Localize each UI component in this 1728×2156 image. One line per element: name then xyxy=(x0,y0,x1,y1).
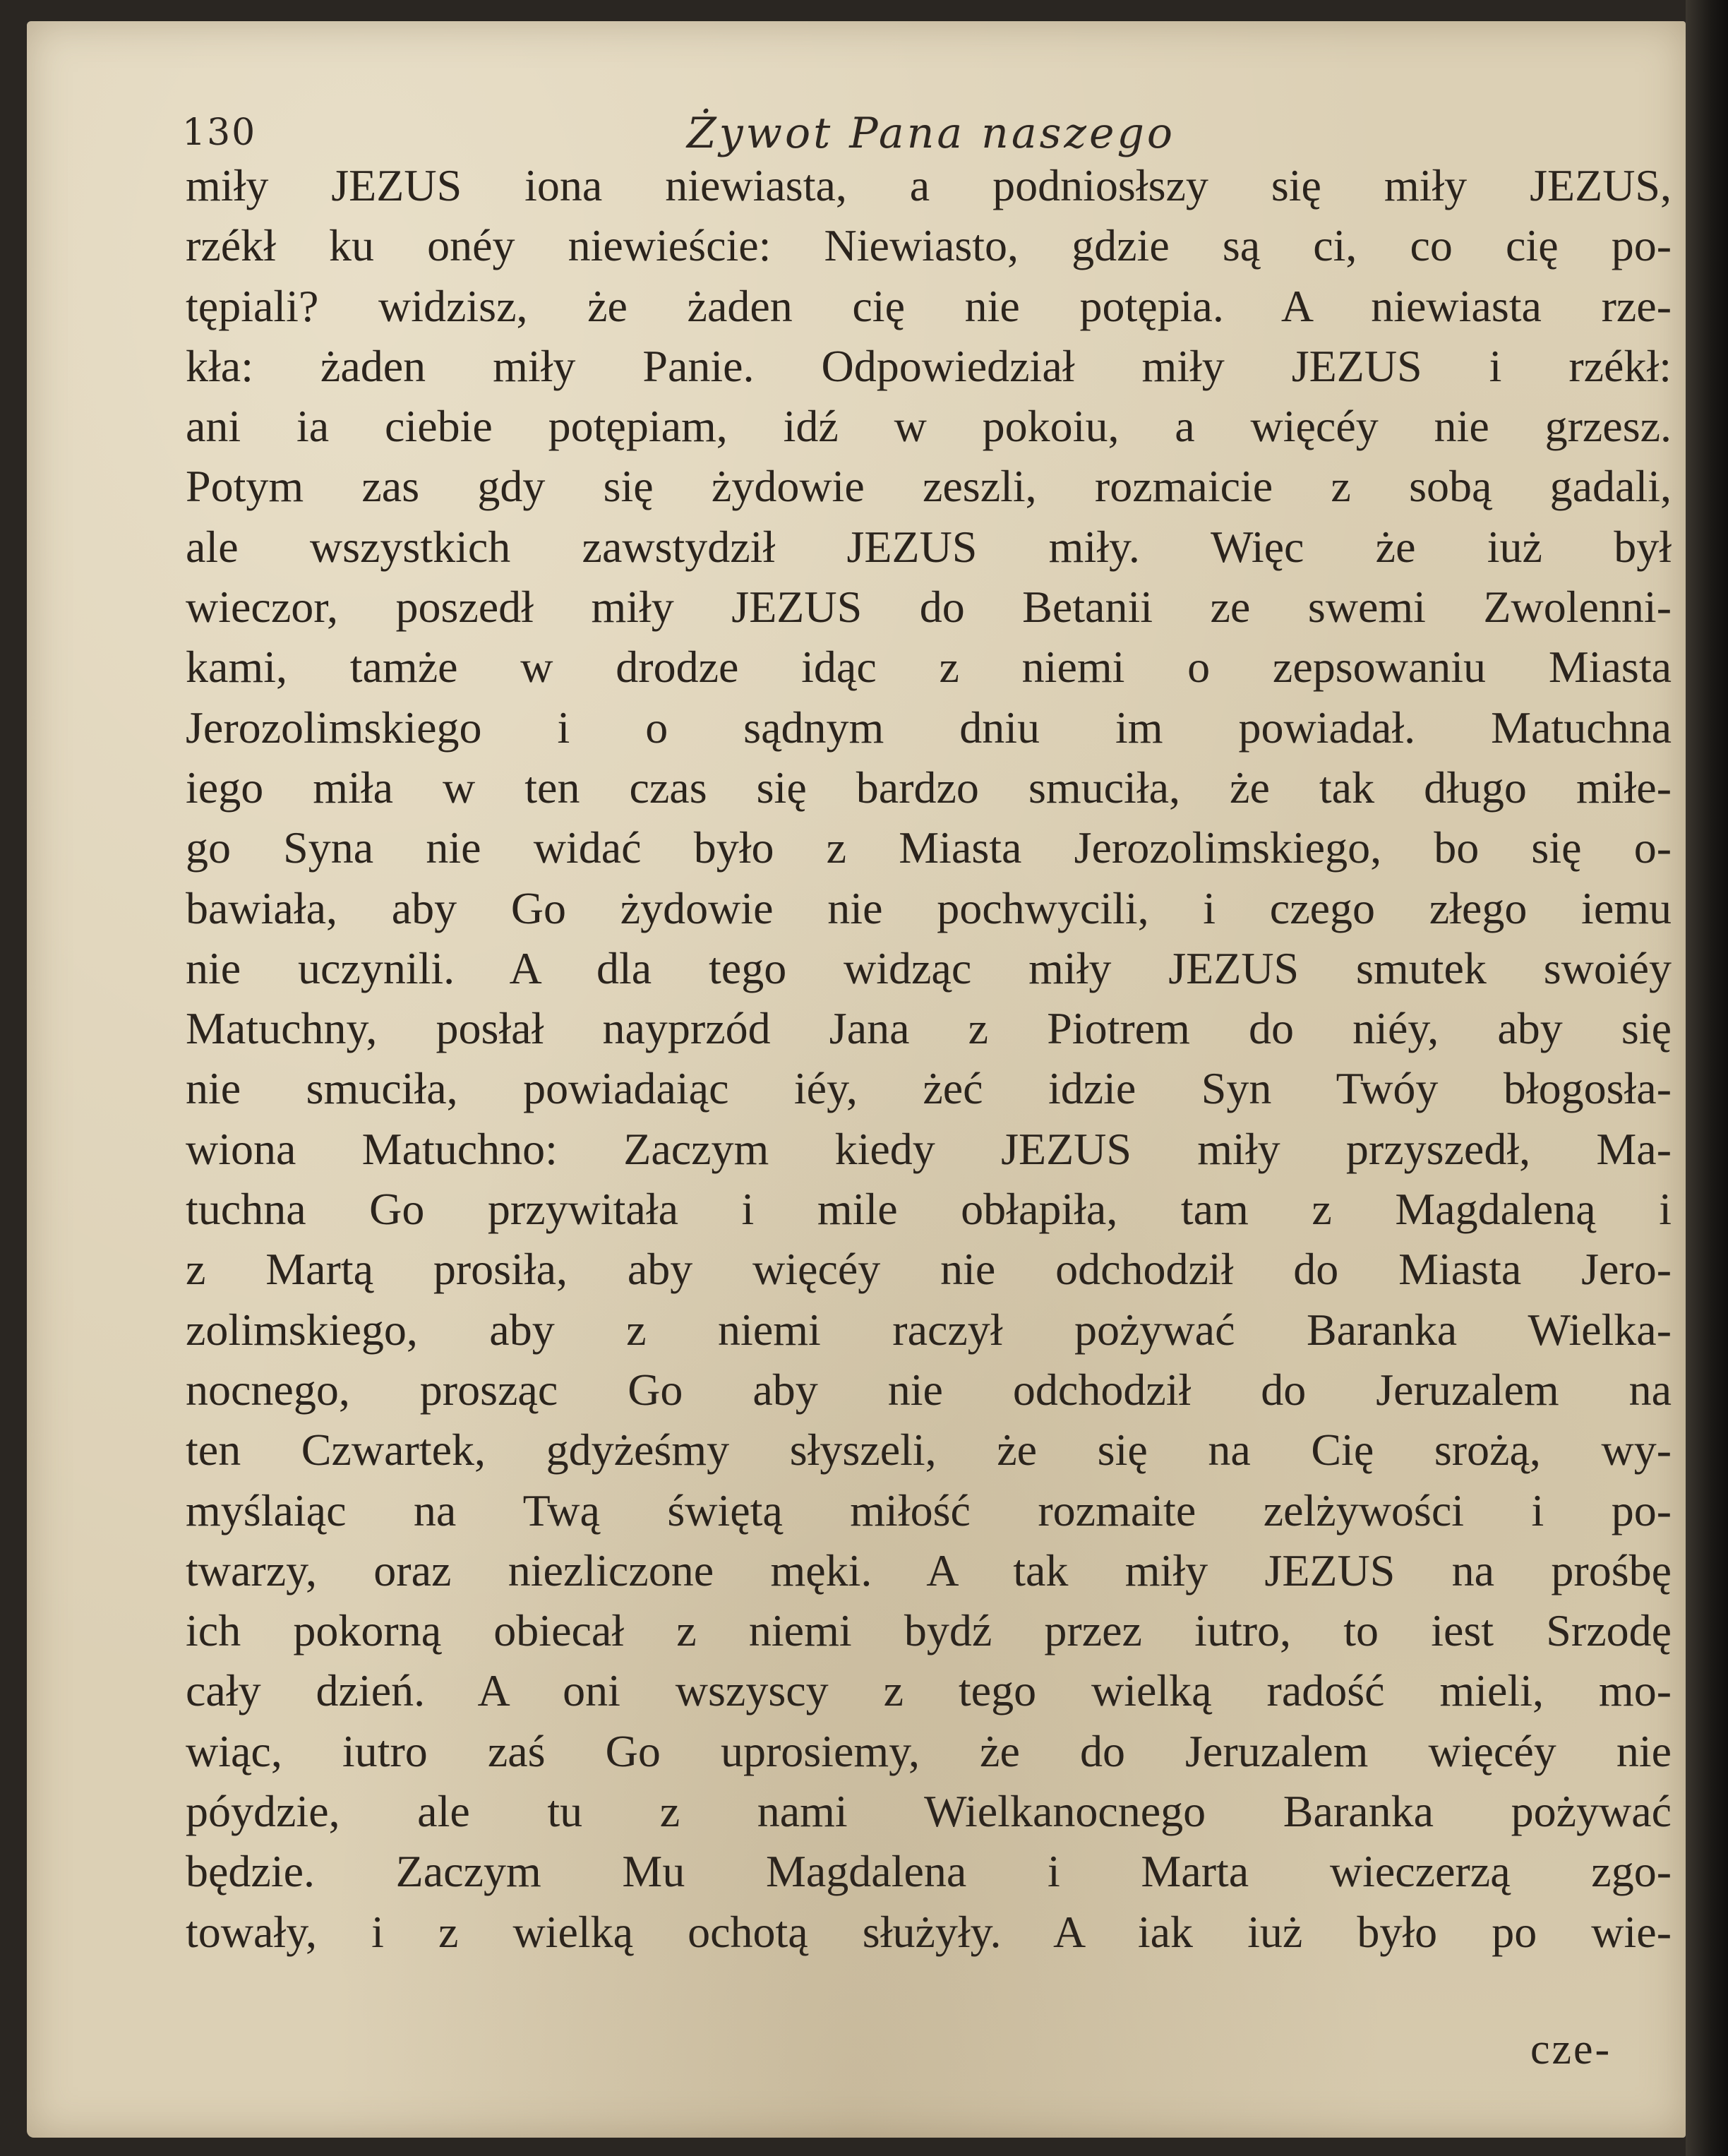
text-line: będzie. Zaczym Mu Magdalena i Marta wieczerzą zgo- xyxy=(186,1846,1672,1897)
text-line: bawiała, aby Go żydowie nie pochwycili, i czego złego iemu xyxy=(186,882,1672,933)
scan-background-edge xyxy=(1686,0,1728,2156)
text-line: ten Czwartek, gdyżeśmy słyszeli, że się na Cię srożą, wy- xyxy=(186,1425,1672,1475)
text-line: zolimskiego, aby z niemi raczył pożywać Baranka Wielka- xyxy=(186,1304,1672,1355)
text-line: Potym zas gdy się żydowie zeszli, rozmaicie z sobą gadali, xyxy=(186,461,1672,512)
text-line: miły JEZUS iona niewiasta, a podniosłszy się miły JEZUS, xyxy=(186,160,1672,210)
page-number: 130 xyxy=(182,112,257,154)
text-line: wiona Matuchno: Zaczym kiedy JEZUS miły przyszedł, Ma- xyxy=(186,1123,1672,1174)
text-line: twarzy, oraz niezliczone męki. A tak miły JEZUS na prośbę xyxy=(186,1545,1672,1595)
page-header xyxy=(161,92,1657,158)
text-line: Jerozolimskiego i o sądnym dniu im powiadał. Matuchna xyxy=(186,702,1672,753)
text-line: ich pokorną obiecał z niemi bydź przez iutro, to iest Srzodę xyxy=(186,1605,1672,1656)
text-line: nie uczynili. A dla tego widząc miły JEZUS smutek swoiéy xyxy=(186,942,1672,993)
text-line: kła: żaden miły Panie. Odpowiedział miły JEZUS i rzékł: xyxy=(186,340,1672,391)
text-line: nocnego, prosząc Go aby nie odchodził do Jeruzalem na xyxy=(186,1364,1672,1415)
text-line: Matuchny, posłał nayprzód Jana z Piotrem do niéy, aby się xyxy=(186,1003,1672,1054)
text-line: ani ia ciebie potępiam, idź w pokoiu, a więcéy nie grzesz. xyxy=(186,401,1672,452)
text-line: nie smuciła, powiadaiąc iéy, żeć idzie Syn Twóy błogosła- xyxy=(186,1063,1672,1114)
text-line: ale wszystkich zawstydził JEZUS miły. Więc że iuż był xyxy=(186,521,1672,572)
text-line: go Syna nie widać było z Miasta Jerozolimskiego, bo się o- xyxy=(186,822,1672,873)
text-line: póydzie, ale tu z nami Wielkanocnego Baranka pożywać xyxy=(186,1786,1672,1837)
text-line: myślaiąc na Twą świętą miłość rozmaite zelżywości i po- xyxy=(186,1485,1672,1535)
running-head: Żywot Pana naszego xyxy=(687,109,1176,158)
book-page xyxy=(27,21,1686,2138)
body-text xyxy=(186,155,1672,1962)
text-line: cały dzień. A oni wszyscy z tego wielką radość mieli, mo- xyxy=(186,1665,1672,1716)
text-line: rzékł ku onéy niewieście: Niewiasto, gdzie są ci, co cię po- xyxy=(186,220,1672,271)
text-line: tępiali? widzisz, że żaden cię nie potępia. A niewiasta rze- xyxy=(186,280,1672,331)
text-line: kami, tamże w drodze idąc z niemi o zepsowaniu Miasta xyxy=(186,642,1672,693)
text-line: wieczor, poszedł miły JEZUS do Betanii ze swemi Zwolenni- xyxy=(186,582,1672,633)
text-line: wiąc, iutro zaś Go uprosiemy, że do Jeruzalem więcéy nie xyxy=(186,1725,1672,1776)
text-line: towały, i z wielką ochotą służyły. A iak iuż było po wie- xyxy=(186,1906,1672,1957)
text-line: tuchna Go przywitała i mile obłapiła, tam z Magdaleną i xyxy=(186,1184,1672,1235)
text-line: iego miła w ten czas się bardzo smuciła, że tak długo miłe- xyxy=(186,762,1672,813)
catchword: cze- xyxy=(1530,2025,1612,2073)
text-line: z Martą prosiła, aby więcéy nie odchodził do Miasta Jero- xyxy=(186,1244,1672,1295)
